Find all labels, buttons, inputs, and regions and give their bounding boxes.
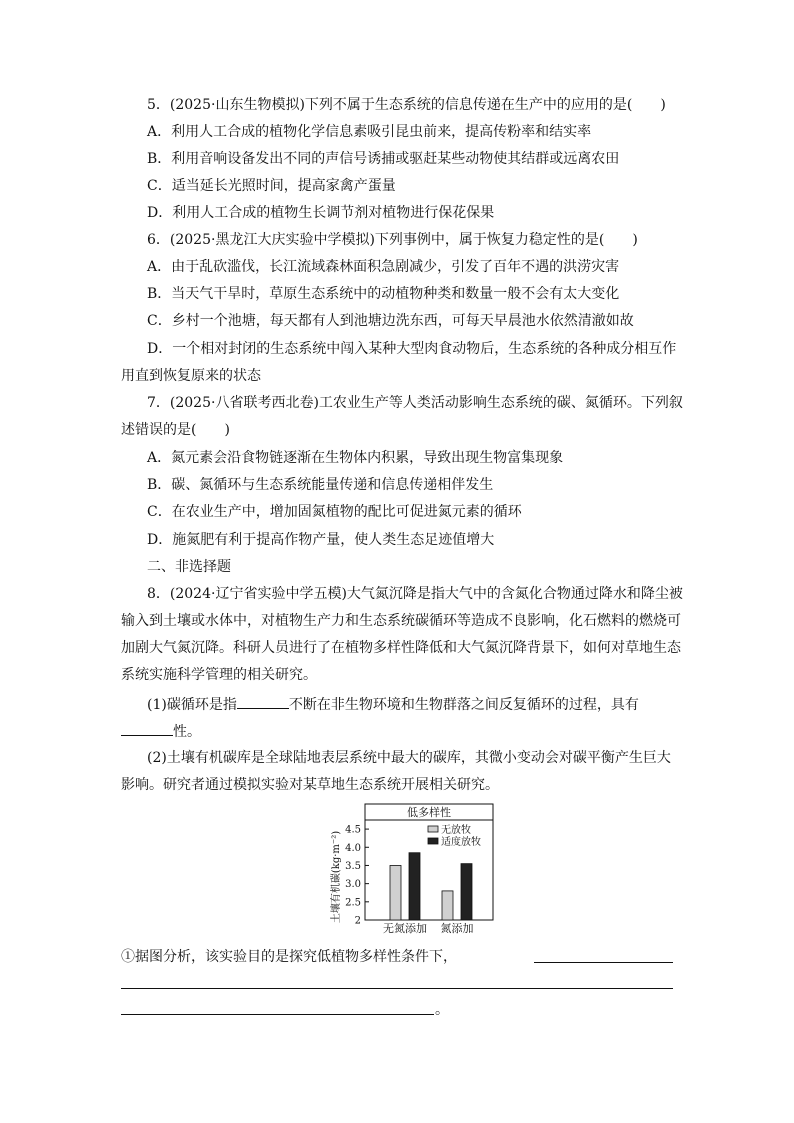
legend-swatch-0 (428, 826, 438, 832)
q8-sub1-text-a: (1)碳循环是指 (147, 697, 237, 713)
q6-option-d-cont: 用直到恢复原来的状态 (121, 368, 261, 384)
bar-1-1 (461, 864, 472, 920)
q7-option-c: C．在农业生产中，增加固氮植物的配比可促进氮元素的循环 (147, 504, 522, 520)
legend-label-0: 无放牧 (441, 825, 471, 836)
q6-option-d: D．一个相对封闭的生态系统中闯入某种大型肉食动物后，生态系统的各种成分相互作 (147, 341, 677, 357)
q8-sub2-line-1: (2)土壤有机碳库是全球陆地表层系统中最大的碳库，其微小变动会对碳平衡产生巨大 (147, 750, 671, 766)
soil-carbon-bar-chart (325, 800, 525, 940)
q8-sub1-cont (121, 720, 201, 742)
y-tick-label-3: 3.5 (345, 860, 361, 872)
q8-sub1-text-c: 性。 (173, 724, 201, 740)
q5-stem: 5．(2025·山东生物模拟)下列不属于生态系统的信息传递在生产中的应用的是( ) (147, 97, 666, 113)
x-tick-label-1: 氮添加 (440, 922, 474, 935)
q8-sub2-q1: ①据图分析，该实验目的是探究低植物多样性条件下， (121, 949, 457, 965)
y-tick-label-2: 3.0 (345, 879, 361, 891)
q8-sub2-line-2: 影响。研究者通过模拟实验对某草地生态系统开展相关研究。 (121, 777, 499, 793)
q6-option-a: A．由于乱砍滥伐，长江流域森林面积急剧减少，引发了百年不遇的洪涝灾害 (147, 259, 620, 275)
answer-line-1[interactable] (534, 962, 673, 963)
bar-1-0 (442, 891, 453, 920)
y-tick-label-5: 4.5 (345, 824, 361, 836)
plot-frame (365, 804, 493, 920)
q5-option-a: A．利用人工合成的植物化学信息素吸引昆虫前来，提高传粉率和结实率 (147, 124, 592, 140)
q8-sub1 (147, 693, 639, 715)
q7-stem: 7．(2025·八省联考西北卷)工农业生产等人类活动影响生态系统的碳、氮循环。下列叙 (147, 395, 683, 411)
legend-swatch-1 (428, 838, 438, 844)
q5-option-d: D．利用人工合成的植物生长调节剂对植物进行保花保果 (147, 205, 495, 221)
q8-stem-line-2: 输入到土壤或水体中，对植物生产力和生态系统碳循环等造成不良影响，化石燃料的燃烧可 (121, 613, 681, 629)
y-tick-label-4: 4.0 (345, 842, 361, 854)
answer-line-2[interactable] (121, 988, 673, 989)
section-title: 二、非选择题 (147, 559, 231, 575)
q6-option-b: B．当天气干旱时，草原生态系统中的动植物种类和数量一般不会有太大变化 (147, 286, 620, 302)
q7-option-d: D．施氮肥有利于提高作物产量，使人类生态足迹值增大 (147, 532, 495, 548)
q7-option-b: B．碳、氮循环与生态系统能量传递和信息传递相伴发生 (147, 477, 494, 493)
q7-stem-cont: 述错误的是( ) (121, 422, 230, 438)
q6-stem: 6．(2025·黑龙江大庆实验中学模拟)下列事例中，属于恢复力稳定性的是( ) (147, 232, 638, 248)
q8-stem-line-1: 8．(2024·辽宁省实验中学五模)大气氮沉降是指大气中的含氮化合物通过降水和降尘被 (147, 586, 683, 602)
y-axis-label: 土壤有机碳(kg·m⁻²) (331, 830, 342, 924)
q8-sub1-text-b: 不断在非生物环境和生物群落之间反复循环的过程，具有 (288, 697, 639, 713)
x-tick-label-0: 无氮添加 (383, 922, 427, 935)
y-tick-label-1: 2.5 (345, 897, 361, 909)
y-tick-label-0: 2 (354, 915, 361, 927)
answer-blank-1[interactable] (237, 693, 289, 709)
q5-option-b: B．利用音响设备发出不同的声信号诱捕或驱赶某些动物使其结群或远离农田 (147, 151, 620, 167)
q8-stem-line-4: 系统实施科学管理的相关研究。 (121, 667, 317, 683)
legend-label-1: 适度放牧 (441, 837, 481, 848)
answer-line-3[interactable] (121, 1014, 434, 1015)
chart-title: 低多样性 (407, 806, 451, 819)
bar-0-1 (409, 853, 420, 920)
q5-option-c: C．适当延长光照时间，提高家禽产蛋量 (147, 178, 396, 194)
q8-stem-line-3: 加剧大气氮沉降。科研人员进行了在植物多样性降低和大气氮沉降背景下，如何对草地生态 (121, 640, 681, 656)
q7-option-a: A．氮元素会沿食物链逐渐在生物体内积累，导致出现生物富集现象 (147, 450, 564, 466)
q8-period: 。 (435, 1002, 449, 1018)
q6-option-c: C．乡村一个池塘，每天都有人到池塘边洗东西，可每天早晨池水依然清澈如故 (147, 313, 634, 329)
bar-0-0 (390, 865, 401, 920)
answer-blank-2[interactable] (121, 720, 173, 736)
